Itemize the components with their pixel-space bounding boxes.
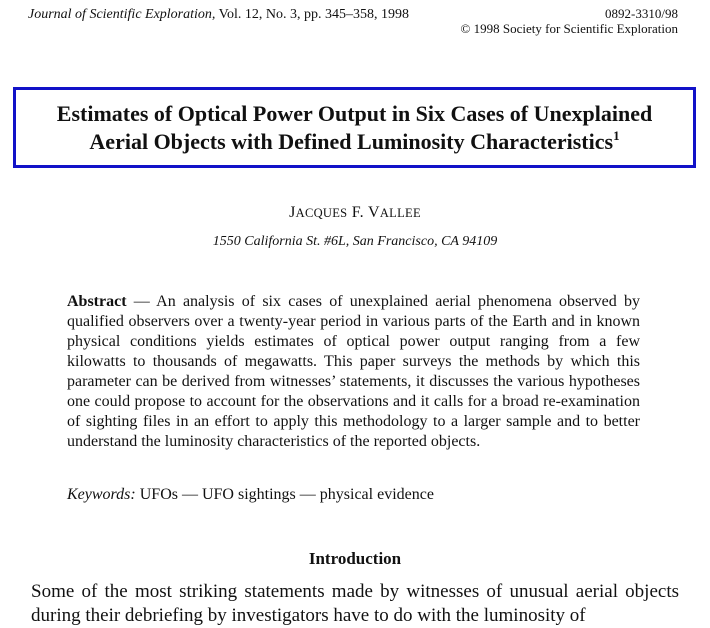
header-right [461, 6, 678, 36]
keywords-label: Keywords: [67, 486, 136, 503]
author-first-initial: J [289, 204, 296, 221]
section-heading: Introduction [308, 549, 402, 568]
author-last-initial: V [367, 204, 380, 221]
title-line-2-text: Aerial Objects with Defined Luminosity Characteristics [89, 128, 614, 154]
author-name [0, 204, 710, 222]
author-affiliation: 1550 California St. #6L, San Francisco, CA 94109 [212, 234, 498, 249]
title-line-2 [89, 128, 619, 156]
abstract-separator: — [126, 293, 157, 310]
body-text: Some of the most striking statements made by witnesses of unusual aerial objects during their debriefing by investigators have to do with the luminosity of [31, 581, 679, 626]
title-line-1: Estimates of Optical Power Output in Six Cases of Unexplained [56, 100, 653, 126]
author-first-rest: ACQUES [295, 206, 348, 220]
keywords-items: UFOs — UFO sightings — physical evidence [135, 486, 434, 503]
abstract [67, 292, 640, 452]
title-box [13, 87, 696, 168]
copyright: © 1998 Society for Scientific Exploration [460, 21, 678, 36]
abstract-label: Abstract [67, 293, 127, 310]
title-footnote-mark: 1 [613, 127, 620, 143]
keywords [67, 485, 434, 505]
citation-details: Vol. 12, No. 3, pp. 345–358, 1998 [215, 7, 409, 22]
author-middle: F. [347, 204, 368, 221]
author-last-rest: ALLEE [379, 206, 421, 220]
issn: 0892-3310/98 [605, 6, 678, 21]
journal-name: Journal of Scientific Exploration, [28, 7, 216, 22]
abstract-text: An analysis of six cases of unexplained aerial phenomena observed by qualified observers over a twenty-year period in various parts of the Earth and in known physical conditions yields estimates of optical power output ranging from a few kilowatts to thousands of megawatts. This paper surveys the methods by which this parameter can be derived from witnesses’ statements, it discusses the various hypotheses one could propose to account for the observations and it calls for a broad re-examination of sighting files in an effort to apply this methodology to a larger sample and to better understand the luminosity characteristics of the reported objects. [67, 293, 640, 450]
journal-citation [28, 6, 409, 23]
